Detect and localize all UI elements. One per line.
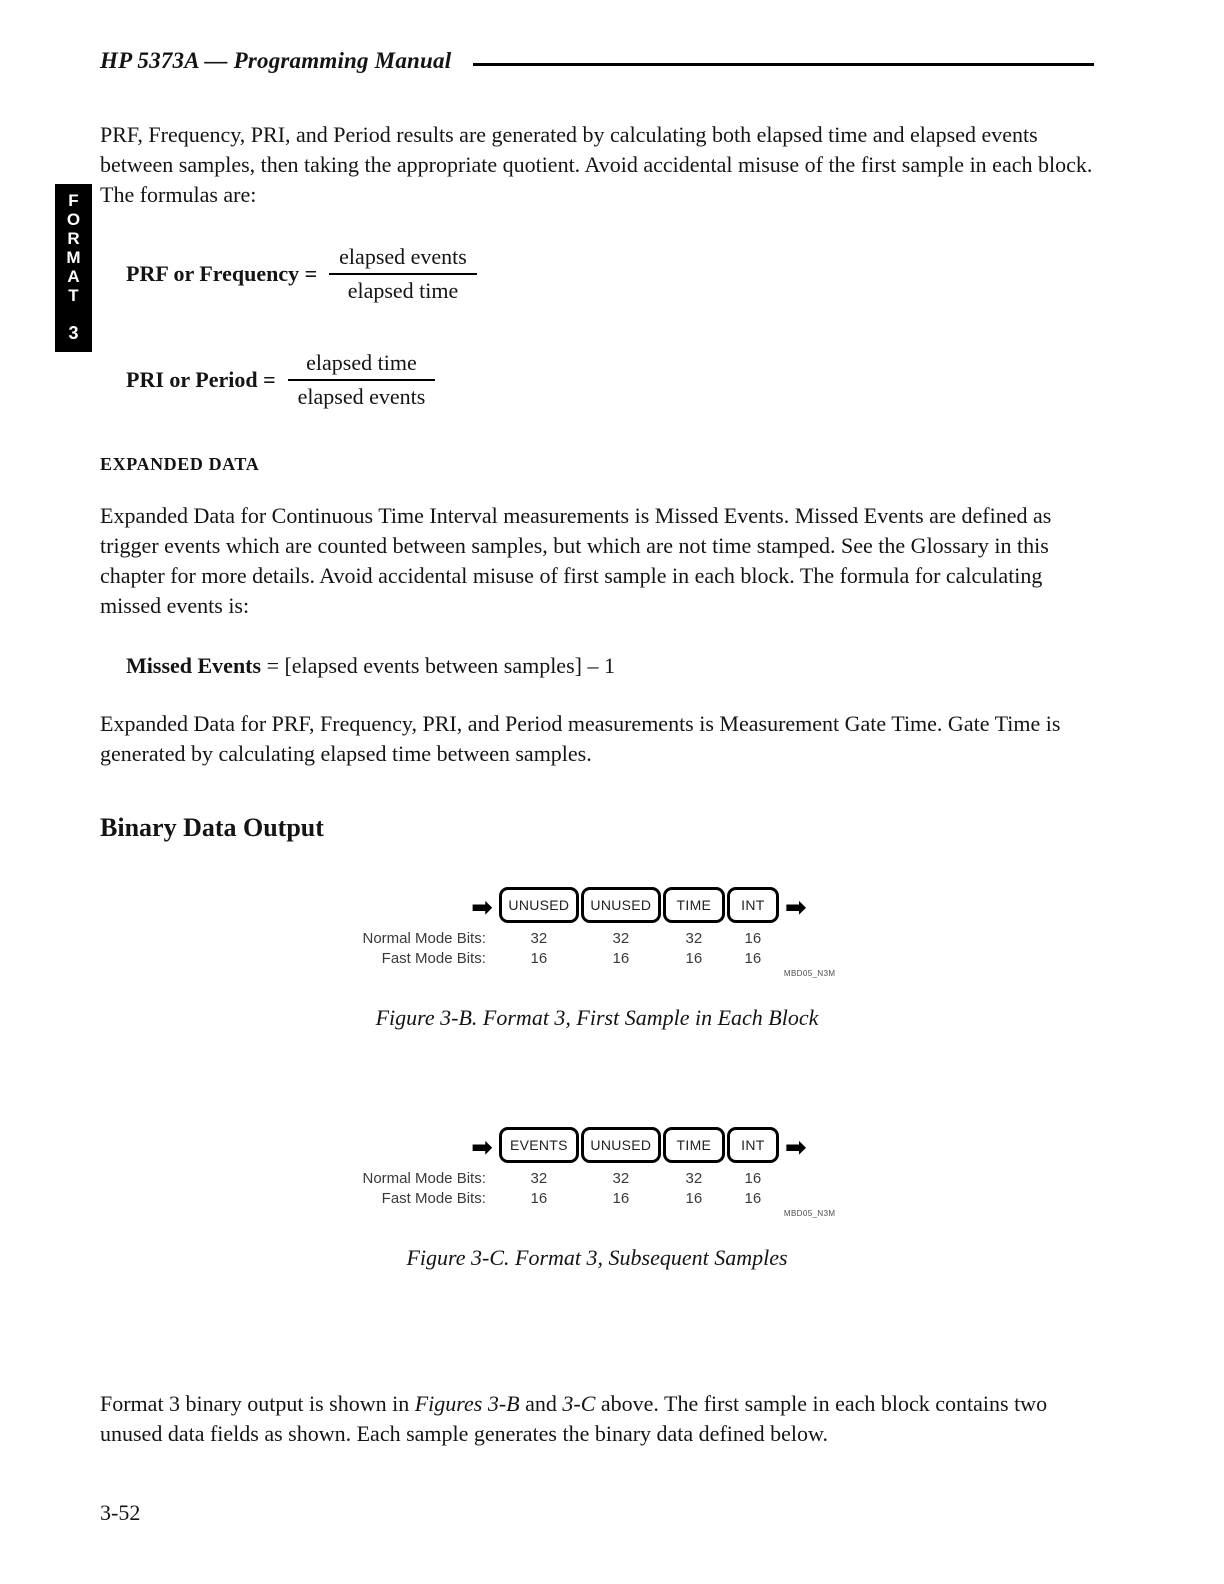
arrow-right-icon: ➡ xyxy=(471,893,493,923)
figure-artwork-tag: MBD05_N3M xyxy=(783,1209,836,1218)
figure-3c xyxy=(100,1127,1094,1271)
bits-value: 32 xyxy=(612,1170,630,1187)
data-field-box: TIME xyxy=(663,887,725,923)
fast-mode-bits-label: Fast Mode Bits: xyxy=(381,1190,486,1207)
formula-missed-events xyxy=(126,653,1094,679)
tab-letter: O xyxy=(66,210,81,229)
formula-pri-period xyxy=(126,350,1094,410)
page-number: 3-52 xyxy=(100,1500,141,1525)
page-body xyxy=(0,120,1224,1449)
tab-letter: A xyxy=(67,267,80,286)
arrow-right-icon: ➡ xyxy=(784,893,807,923)
fraction-denominator: elapsed time xyxy=(347,278,459,303)
figure-3c-diagram xyxy=(362,1127,836,1218)
data-field-box: UNUSED xyxy=(581,887,661,923)
bits-value: 16 xyxy=(744,930,762,947)
tab-chapter-number: 3 xyxy=(68,323,79,343)
fraction xyxy=(329,244,477,304)
chapter-tab-format-3 xyxy=(55,184,92,352)
bits-value: 16 xyxy=(530,1190,548,1207)
tab-letter: F xyxy=(68,191,79,210)
expanded-data-heading: EXPANDED DATA xyxy=(100,454,260,474)
data-field-box: TIME xyxy=(663,1127,725,1163)
closing-text: Format 3 binary output is shown in xyxy=(100,1391,415,1416)
fraction-denominator: elapsed events xyxy=(297,384,426,409)
expanded-data-paragraph: Expanded Data for Continuous Time Interval measurements is Missed Events. Missed Events are defined as trigger events which are counted between samples, but which are not time stamped. See the Glossary in this chapter for more details. Avoid accidental misuse of first sample in each block. The formula for calculating missed events is: xyxy=(100,503,1052,618)
bits-value: 16 xyxy=(744,1190,762,1207)
normal-mode-bits-label: Normal Mode Bits: xyxy=(362,930,486,947)
closing-text: and xyxy=(519,1391,563,1416)
figure-3b-caption: Figure 3-B. Format 3, First Sample in Each Block xyxy=(375,1005,819,1030)
tab-letter: R xyxy=(67,229,80,248)
tab-letter: T xyxy=(68,286,79,305)
bits-value: 32 xyxy=(530,930,548,947)
data-field-box: UNUSED xyxy=(581,1127,661,1163)
data-field-box: INT xyxy=(727,1127,779,1163)
formula-prf-frequency xyxy=(126,244,1094,304)
bits-value: 32 xyxy=(612,930,630,947)
page-header-title: HP 5373A — Programming Manual xyxy=(100,48,452,73)
figure-3b xyxy=(100,887,1094,1031)
bits-value: 16 xyxy=(612,950,630,967)
figure-artwork-tag: MBD05_N3M xyxy=(783,969,836,978)
arrow-right-icon: ➡ xyxy=(471,1133,493,1163)
figure-3c-caption: Figure 3-C. Format 3, Subsequent Samples xyxy=(406,1245,788,1270)
fast-mode-bits-label: Fast Mode Bits: xyxy=(381,950,486,967)
formula-lhs: PRF or Frequency = xyxy=(126,261,318,286)
figure-3b-diagram xyxy=(362,887,836,978)
bits-value: 32 xyxy=(685,1170,703,1187)
formula-lhs: PRI or Period = xyxy=(126,367,276,392)
closing-text: above. The first sample in each block contains two unused data fields as shown. Each sample generates the binary data defined below. xyxy=(100,1391,1048,1446)
arrow-right-icon: ➡ xyxy=(784,1133,807,1163)
data-field-box: INT xyxy=(727,887,779,923)
figure-reference: Figures 3-B xyxy=(414,1391,520,1416)
data-field-box: UNUSED xyxy=(499,887,579,923)
page-header xyxy=(0,0,1224,74)
bits-value: 32 xyxy=(530,1170,548,1187)
intro-paragraph: PRF, Frequency, PRI, and Period results are generated by calculating both elapsed time and elapsed events between samples, then taking the appropriate quotient. Avoid accidental misuse of the first sample in each block. The formulas are: xyxy=(100,122,1093,207)
closing-paragraph xyxy=(100,1389,1094,1449)
normal-mode-bits-label: Normal Mode Bits: xyxy=(362,1170,486,1187)
figure-reference: 3-C xyxy=(562,1391,596,1416)
formula-rhs: = [elapsed events between samples] – 1 xyxy=(261,653,615,678)
bits-value: 16 xyxy=(530,950,548,967)
data-field-box: EVENTS xyxy=(499,1127,579,1163)
fraction xyxy=(288,350,436,410)
tab-letter: M xyxy=(66,248,81,267)
bits-value: 32 xyxy=(685,930,703,947)
bits-value: 16 xyxy=(685,950,703,967)
header-rule xyxy=(473,63,1094,66)
binary-data-output-heading: Binary Data Output xyxy=(100,813,324,842)
fraction-numerator: elapsed events xyxy=(329,244,477,275)
bits-value: 16 xyxy=(612,1190,630,1207)
formula-lhs: Missed Events xyxy=(126,653,262,678)
bits-value: 16 xyxy=(685,1190,703,1207)
fraction-numerator: elapsed time xyxy=(288,350,436,381)
bits-value: 16 xyxy=(744,950,762,967)
gate-time-paragraph: Expanded Data for PRF, Frequency, PRI, and Period measurements is Measurement Gate Time. Gate Time is generated by calculating elapsed time between samples. xyxy=(100,711,1061,766)
bits-value: 16 xyxy=(744,1170,762,1187)
